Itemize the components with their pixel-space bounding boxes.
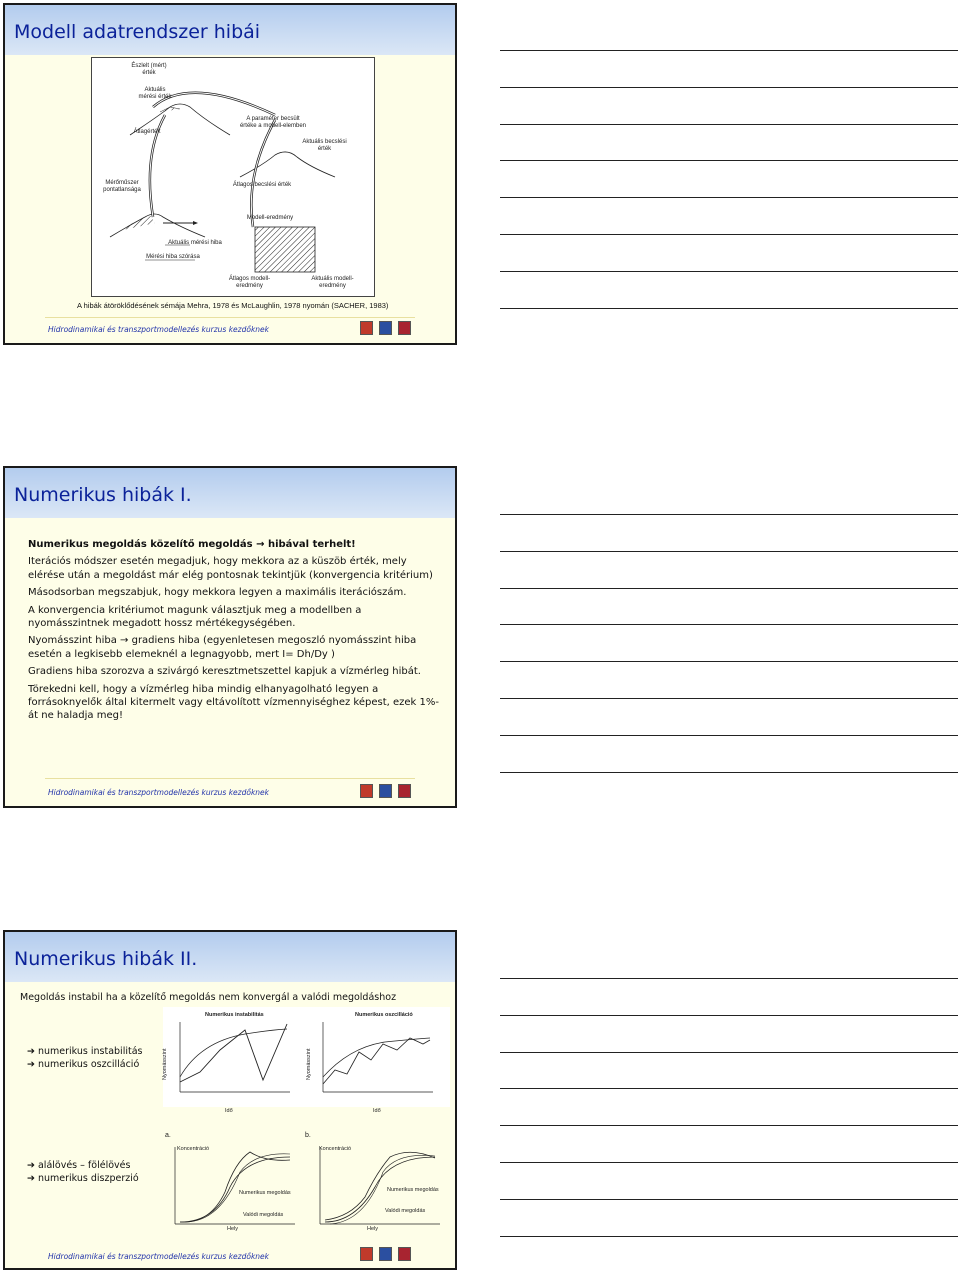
axis-label-x: Idő xyxy=(373,1108,381,1114)
axis-label-x: Idő xyxy=(225,1108,233,1114)
graph-title: Numerikus oszcilláció xyxy=(355,1012,413,1018)
label-meresi-hiba-szorasa: Mérési hiba szórása xyxy=(146,254,200,260)
notes-lines-2 xyxy=(500,514,958,808)
footer-text: Hidrodinamikai és transzportmodellezés kurzus kezdőknek xyxy=(48,788,269,797)
label-true-solution: Valódi megoldás xyxy=(243,1212,284,1218)
logos xyxy=(360,1247,411,1261)
logo-icon xyxy=(379,321,392,335)
logos xyxy=(360,784,411,798)
logo-icon xyxy=(360,1247,373,1261)
slide-1 xyxy=(3,3,457,345)
slide-3 xyxy=(3,930,457,1270)
bullet: ➔ numerikus diszperzió xyxy=(27,1173,139,1184)
axis-label-y: Koncentráció xyxy=(177,1146,210,1152)
logo-icon xyxy=(379,784,392,798)
logo-icon xyxy=(360,321,373,335)
model-result-box xyxy=(255,227,315,272)
slide-title: Numerikus hibák II. xyxy=(14,948,198,970)
panel-label-b: b. xyxy=(305,1132,311,1139)
notes-lines-3 xyxy=(500,978,958,1272)
label-parameter: A paraméter becsült értéke a modell-elemben xyxy=(239,116,307,129)
paragraph: Gradiens hiba szorozva a szivárgó keresztmetszettel kapjuk a vízmérleg hibát. xyxy=(28,666,421,678)
bullet: ➔ numerikus instabilitás xyxy=(27,1046,143,1057)
numerical-instability-line xyxy=(180,1024,287,1082)
panel-label-a: a. xyxy=(165,1132,171,1139)
slide-title: Numerikus hibák I. xyxy=(14,484,192,506)
slide-body xyxy=(28,538,445,727)
logo-icon xyxy=(398,1247,411,1261)
label-numerical-solution: Numerikus megoldás xyxy=(387,1187,439,1193)
paragraph: Törekedni kell, hogy a vízmérleg hiba mindig elhanyagolható legyen a forrásoknyelők által kitermelt vagy eltávolított vízmennyiséghez képest, ezek 1%-át ne haladja meg! xyxy=(28,683,440,722)
instability-graphs-svg xyxy=(5,932,455,1272)
slide-title-bar xyxy=(5,468,455,518)
diagram-caption: A hibák átöröklődésének sémája Mehra, 1978 és McLaughlin, 1978 nyomán (SACHER, 1983) xyxy=(77,301,389,310)
logo-icon xyxy=(398,784,411,798)
label-aktualis-modell: Aktuális modell-eredmény xyxy=(311,276,354,289)
graph-title: Numerikus instabilitás xyxy=(205,1012,264,1018)
footer-text: Hidrodinamikai és transzportmodellezés kurzus kezdőknek xyxy=(48,1252,269,1261)
axis-label-x: Hely xyxy=(227,1226,239,1232)
bullet: ➔ alálövés – fölélövés xyxy=(27,1160,131,1171)
logo-icon xyxy=(379,1247,392,1261)
paragraph: A konvergencia kritériumot magunk választjuk meg a modellben a nyomásszintnek megadott hossz mértékegységében. xyxy=(28,604,362,630)
paragraph: Nyomásszint hiba → gradiens hiba (egyenletesen megoszló nyomásszint hiba esetén a legkisebb elemeknél a legnagyobb, mert I= Dh/Dy ) xyxy=(28,635,417,660)
logo-icon xyxy=(398,321,411,335)
axis-label-y: Koncentráció xyxy=(319,1146,352,1152)
logos xyxy=(360,321,411,335)
label-meromuszer: Mérőműszer pontatlansága xyxy=(103,180,141,193)
slide-title: Modell adatrendszer hibái xyxy=(14,21,261,43)
footer-text: Hidrodinamikai és transzportmodellezés kurzus kezdőknek xyxy=(48,325,269,334)
axis-label-x: Hely xyxy=(367,1226,379,1232)
bullet: ➔ numerikus oszcilláció xyxy=(27,1059,140,1070)
heading: Numerikus megoldás közelítő megoldás → hibával terhelt! xyxy=(28,539,356,550)
logo-icon xyxy=(360,784,373,798)
label-aktualis-becslesi: Aktuális becslési érték xyxy=(302,139,347,152)
paragraph: Másodsorban megszabjuk, hogy mekkora legyen a maximális iterációszám. xyxy=(28,587,407,599)
label-aktualis-meresi-hiba: Aktuális mérési hiba xyxy=(168,240,222,246)
label-atlagos-becslesi: Átlagos becslési érték xyxy=(232,182,292,188)
label-aktualis-meresi-ertek: Aktuális mérési érték xyxy=(138,87,172,100)
error-schema-svg xyxy=(5,5,455,295)
slide-2 xyxy=(3,466,457,808)
label-eszlelt: Észlelt (mért) érték xyxy=(131,63,167,76)
label-true-solution: Valódi megoldás xyxy=(385,1208,426,1214)
label-numerical-solution: Numerikus megoldás xyxy=(239,1190,291,1196)
true-solution-curve xyxy=(180,1029,287,1077)
axis-label-y: Nyomásszint xyxy=(162,1048,168,1080)
numerical-oscillation-line xyxy=(323,1038,430,1084)
label-atlagos-modell: Átlagos modell-eredmény xyxy=(228,276,271,289)
paragraph: Iterációs módszer esetén megadjuk, hogy mekkora az a küszöb érték, mely elérése után a megoldást már elég pontosnak tekintjük (konvergencia kritérium) xyxy=(28,556,433,581)
label-atlagertek: Átlagérték xyxy=(133,129,161,135)
distribution-curve-left xyxy=(110,214,205,237)
intro-text: Megoldás instabil ha a közelítő megoldás nem konvergál a valódi megoldáshoz xyxy=(20,992,397,1003)
notes-lines-1 xyxy=(500,50,958,344)
axis-label-y: Nyomásszint xyxy=(306,1048,312,1080)
label-modell-eredmeny: Modell-eredmény xyxy=(246,215,294,221)
